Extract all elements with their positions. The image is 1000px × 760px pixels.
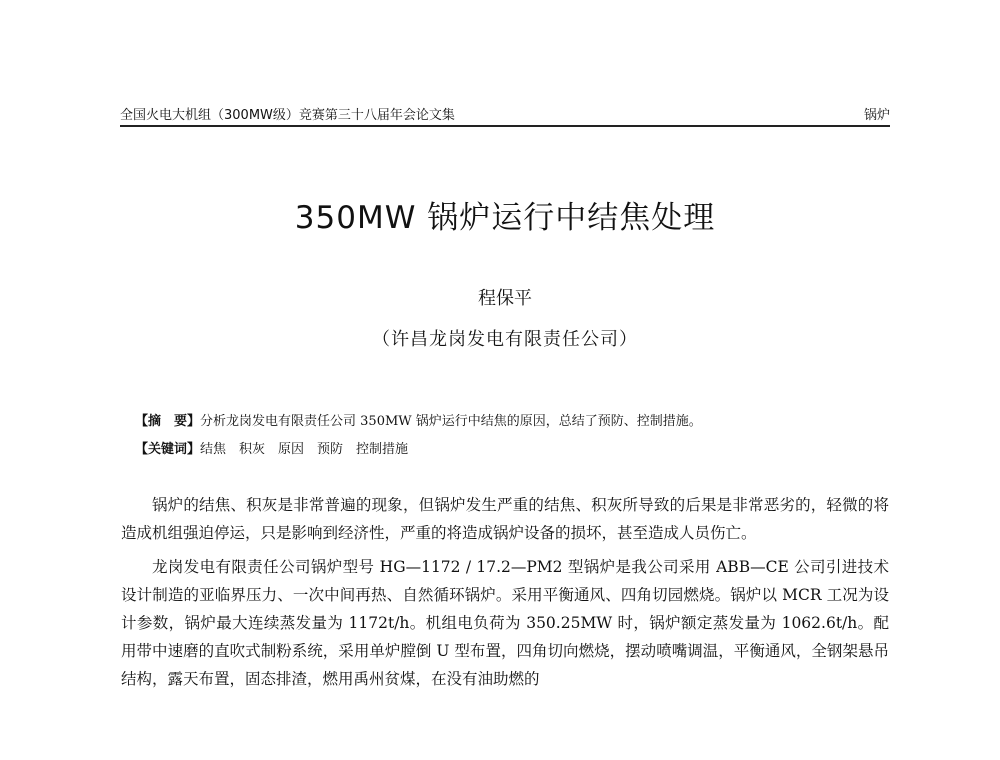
abstract-label: 【摘 要】 (135, 414, 201, 429)
abstract (135, 410, 895, 429)
keywords-label: 【关键词】 (135, 442, 201, 457)
paper-title: 350MW 锅炉运行中结焦处理 (294, 200, 716, 236)
author-affiliation: （许昌龙岗发电有限责任公司） (372, 329, 638, 350)
section-label: 锅炉 (863, 108, 890, 123)
abstract-text: 分析龙岗发电有限责任公司 350MW 锅炉运行中结焦的原因，总结了预防、控制措施。 (200, 414, 702, 429)
proceedings-title: 全国火电大机组（300MW级）竞赛第三十八届年会论文集 (120, 108, 455, 123)
body-text (121, 491, 889, 699)
author-name: 程保平 (478, 288, 532, 309)
keywords (135, 438, 895, 457)
body-paragraph: 锅炉的结焦、积灰是非常普遍的现象，但锅炉发生严重的结焦、积灰所导致的后果是非常恶劣的，轻微的将造成机组强迫停运，只是影响到经济性，严重的将造成锅炉设备的损坏，甚至造成人员伤亡。 (121, 496, 889, 542)
running-header (120, 103, 890, 127)
keywords-text: 结焦 积灰 原因 预防 控制措施 (200, 442, 409, 457)
body-paragraph: 龙岗发电有限责任公司锅炉型号 HG—1172 / 17.2—PM2 型锅炉是我公司采用 ABB—CE 公司引进技术设计制造的亚临界压力、一次中间再热、自然循环锅炉。采用平衡通风、四角切园燃烧。锅炉以 MCR 工况为设计参数，锅炉最大连续蒸发量为 1172t/h。机组电负荷为 350.25MW 时，锅炉额定蒸发量为 1062.6t/h。配用带中速磨的直吹式制粉系统，采用单炉膛倒 U 型布置，四角切向燃烧，摆动喷嘴调温，平衡通风，全钢架悬吊结构，露天布置，固态排渣，燃用禹州贫煤，在没有油助燃的 (121, 558, 889, 688)
